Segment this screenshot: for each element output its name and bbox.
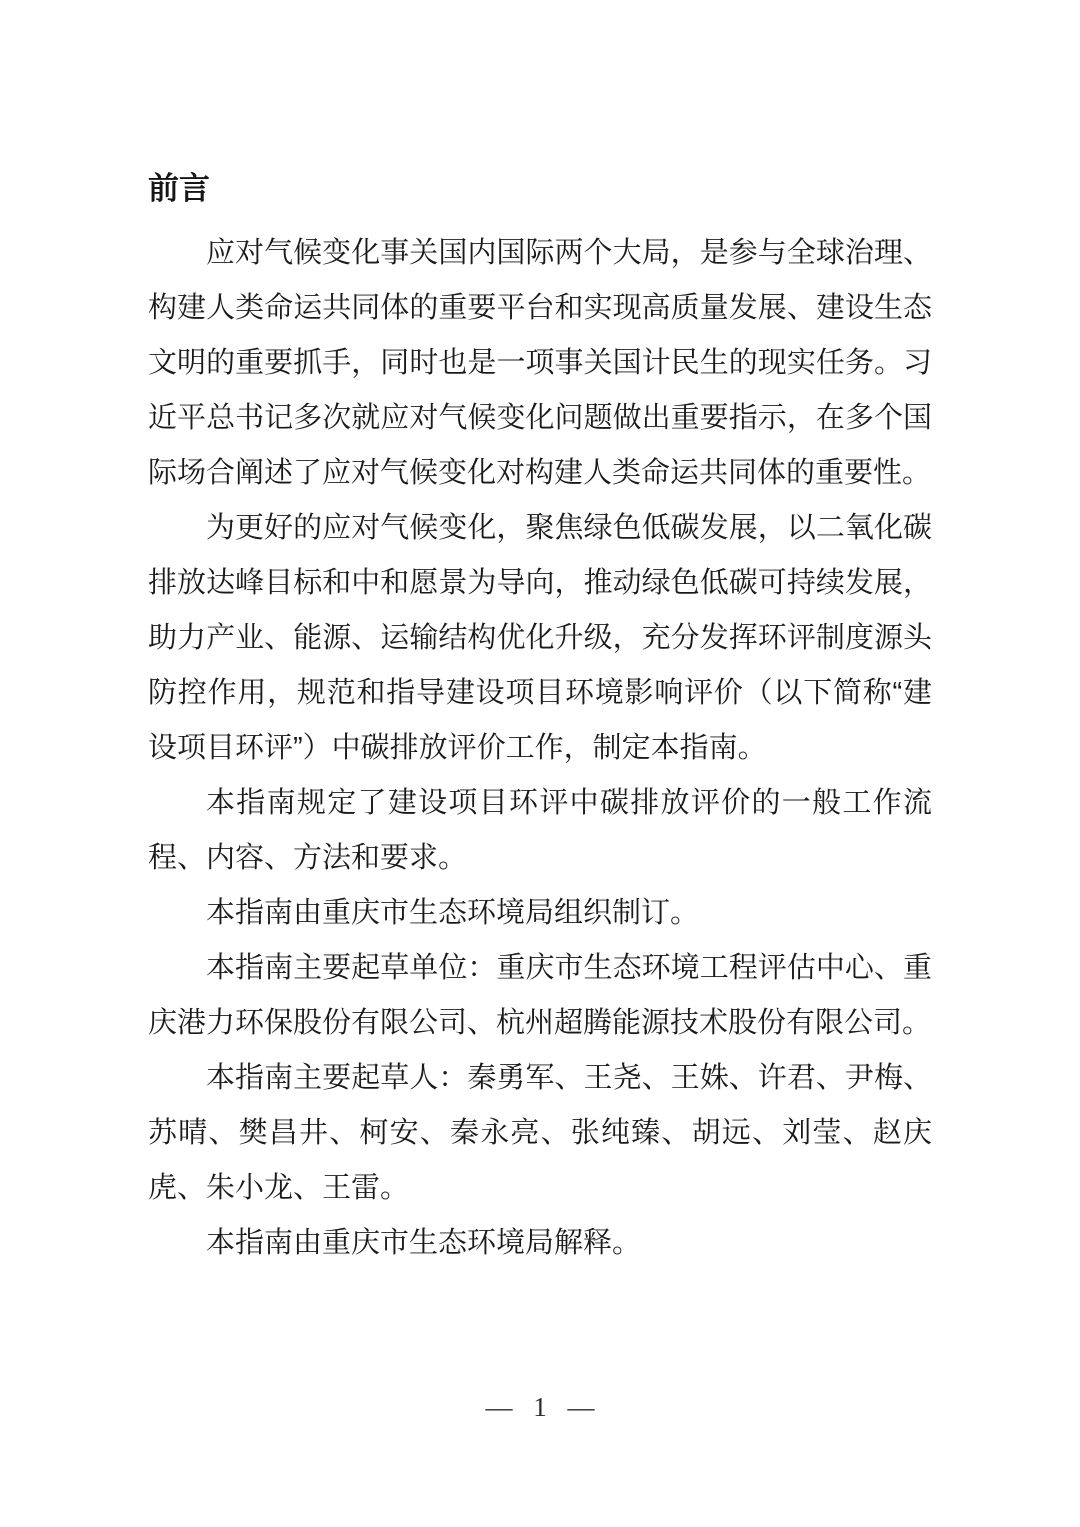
paragraph-organizer: 本指南由重庆市生态环境局组织制订。 [206,897,700,929]
paragraph-interpretation: 本指南由重庆市生态环境局解释。 [206,1227,642,1259]
paragraph-drafters: 本指南主要起草人：秦勇军、王尧、王姝、许君、尹梅、苏晴、樊昌井、柯安、秦永亮、张纯臻、胡远、刘莹、赵庆虎、朱小龙、王雷。 [148,1062,932,1204]
paragraph-scope: 本指南规定了建设项目环评中碳排放评价的一般工作流程、内容、方法和要求。 [148,787,932,874]
page-number: — 1 — [485,1392,595,1422]
paragraph-purpose: 为更好的应对气候变化，聚焦绿色低碳发展，以二氧化碳排放达峰目标和中和愿景为导向，推动绿色低碳可持续发展，助力产业、能源、运输结构优化升级，充分发挥环评制度源头防控作用，规范和指导建设项目环境影响评价（以下简称“建设项目环评”）中碳排放评价工作，制定本指南。 [148,512,932,764]
paragraph-climate-context: 应对气候变化事关国内国际两个大局，是参与全球治理、构建人类命运共同体的重要平台和实现高质量发展、建设生态文明的重要抓手，同时也是一项事关国计民生的现实任务。习近平总书记多次就应对气候变化问题做出重要指示，在多个国际场合阐述了应对气候变化对构建人类命运共同体的重要性。 [148,237,932,489]
document-content [148,172,932,1271]
page-title: 前言 [148,171,210,206]
paragraph-drafting-units: 本指南主要起草单位：重庆市生态环境工程评估中心、重庆港力环保股份有限公司、杭州超腾能源技术股份有限公司。 [148,952,932,1039]
